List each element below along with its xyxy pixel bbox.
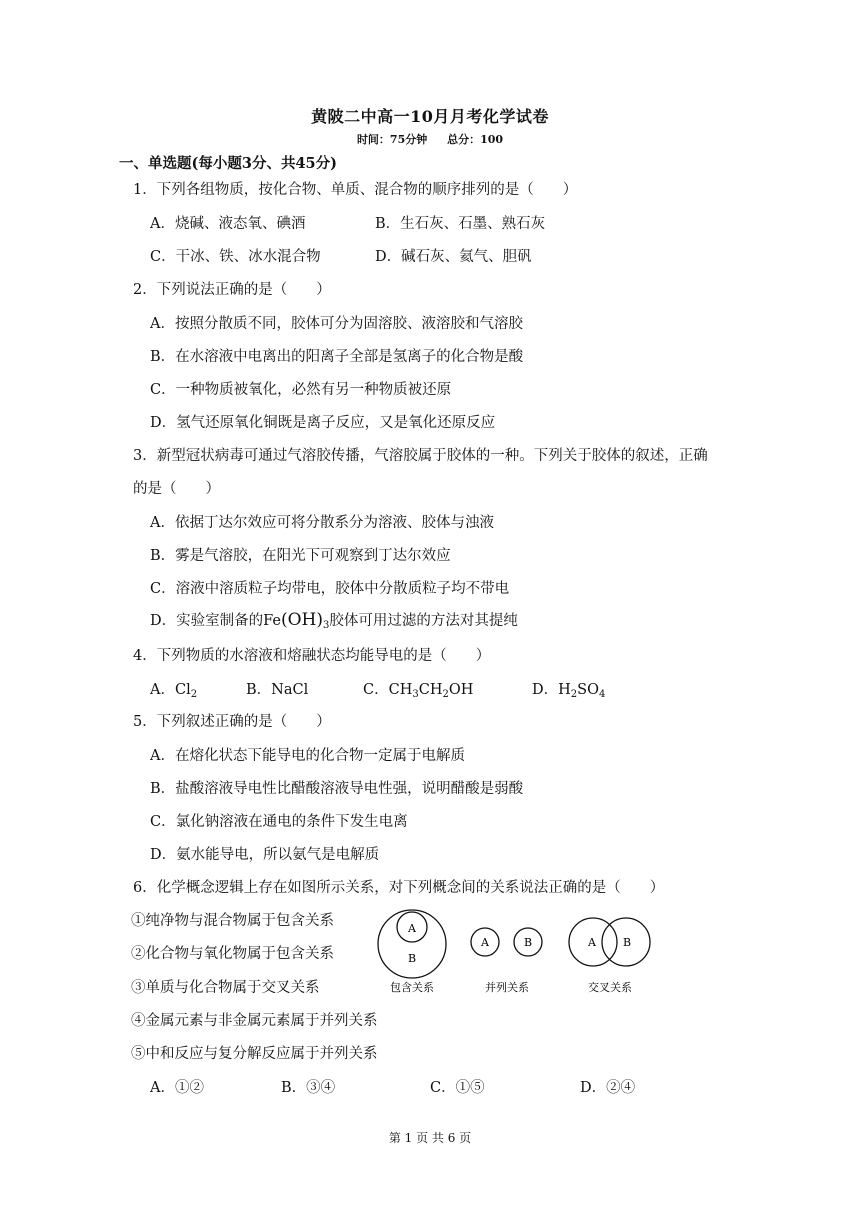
q4-option-d [532,678,605,700]
exam-time: 时间：75分钟 [356,133,428,146]
intersection-letter-a: A [588,936,596,949]
q3-option-d-suffix: 胶体可用过滤的方法对其提纯 [329,613,518,629]
q4-c-text: C．CH [363,682,413,698]
q6-option-b: B．③④ [281,1080,336,1096]
q3-option-d-paren: (OH) [280,610,324,630]
q4-d-sub2: 4 [598,689,606,700]
exam-meta [0,131,860,147]
q4-a-sub: 2 [190,689,198,700]
q2-option-d: D．氢气还原氧化铜既是离子反应，又是氧化还原反应 [150,415,496,431]
q6-option-c: C．①⑤ [430,1080,485,1096]
q4-option-b [246,678,308,699]
containment-letter-a: A [408,922,416,935]
q5-option-a: A．在熔化状态下能导电的化合物一定属于电解质 [150,748,465,764]
question-4-stem: 4．下列物质的水溶液和熔融状态均能导电的是（ ） [133,648,491,664]
question-3-stem-line2: 的是（ ） [133,481,220,497]
page-footer: 第 1 页 共 6 页 [388,1131,472,1145]
q2-option-c: C．一种物质被氧化，必然有另一种物质被还原 [150,382,452,398]
q3-option-d-sub: 3 [323,620,330,631]
question-5-stem: 5．下列叙述正确的是（ ） [133,714,331,730]
containment-label: 包含关系 [390,981,434,994]
containment-outer-circle [378,910,446,978]
q4-d-sub1: 2 [570,689,578,700]
parallel-diagram [471,928,542,994]
q4-d-text: D．H [532,682,571,698]
q4-option-a [150,678,197,700]
intersection-label: 交叉关系 [588,981,632,994]
containment-letter-b: B [407,952,417,965]
q3-option-a: A．依据丁达尔效应可将分散系分为溶液、胶体与浊液 [150,515,494,531]
q4-c-text3: OH [448,682,474,698]
q6-statement-5: ⑤中和反应与复分解反应属于并列关系 [131,1046,378,1062]
question-1-stem: 1．下列各组物质，按化合物、单质、混合物的顺序排列的是（ ） [133,182,578,198]
q6-option-d: D．②④ [580,1080,636,1096]
q1-option-d: D．碱石灰、氦气、胆矾 [375,249,532,265]
q6-option-a: A．①② [150,1080,204,1096]
q5-option-c: C．氯化钠溶液在通电的条件下发生电离 [150,814,408,830]
section-heading: 一、单选题(每小题3分、共45分) [119,155,337,172]
containment-diagram [378,910,446,994]
q4-c-text2: CH [418,682,443,698]
q6-statement-1: ①纯净物与混合物属于包含关系 [131,913,334,929]
q4-d-text2: SO [577,682,599,698]
q5-option-b: B．盐酸溶液导电性比醋酸溶液导电性强，说明醋酸是弱酸 [150,781,524,797]
exam-total: 总分：100 [447,133,504,146]
q4-c-sub2: 2 [442,689,449,700]
q1-option-c: C．干冰、铁、冰水混合物 [150,249,321,265]
q3-option-d-formula: Fe [263,613,281,629]
parallel-letter-a: A [481,936,489,949]
page-title: 黄陂二中高一10月月考化学试卷 [311,107,549,126]
question-6-stem: 6．化学概念逻辑上存在如图所示关系，对下列概念间的关系说法正确的是（ ） [133,880,665,896]
q4-c-sub1: 3 [412,689,419,700]
parallel-label: 并列关系 [485,981,529,994]
q2-option-b: B．在水溶液中电离出的阳离子全部是氢离子的化合物是酸 [150,349,524,365]
q4-b-text: B．NaCl [246,682,309,698]
q2-option-a: A．按照分散质不同，胶体可分为固溶胶、液溶胶和气溶胶 [150,316,523,332]
question-3-stem-line1: 3．新型冠状病毒可通过气溶胶传播，气溶胶属于胶体的一种。下列关于胶体的叙述，正确 [133,448,708,464]
relationship-diagram [370,904,670,1004]
q6-statement-2: ②化合物与氧化物属于包含关系 [131,946,334,962]
q1-option-a: A．烧碱、液态氧、碘酒 [150,216,306,232]
q1-option-b: B．生石灰、石墨、熟石灰 [375,216,546,232]
q3-option-d [150,609,518,631]
intersection-diagram [569,918,650,994]
q3-option-b: B．雾是气溶胶，在阳光下可观察到丁达尔效应 [150,548,451,564]
intersection-letter-b: B [622,936,632,949]
q4-a-text: A．Cl [150,682,191,698]
question-2-stem: 2．下列说法正确的是（ ） [133,282,331,298]
q6-statement-3: ③单质与化合物属于交叉关系 [131,980,320,996]
q3-option-c: C．溶液中溶质粒子均带电，胶体中分散质粒子均不带电 [150,581,510,597]
q5-option-d: D．氨水能导电，所以氨气是电解质 [150,847,380,863]
q3-option-d-prefix: D．实验室制备的 [150,613,264,629]
parallel-letter-b: B [523,936,533,949]
q4-option-c [363,678,473,700]
q6-statement-4: ④金属元素与非金属元素属于并列关系 [131,1013,378,1029]
